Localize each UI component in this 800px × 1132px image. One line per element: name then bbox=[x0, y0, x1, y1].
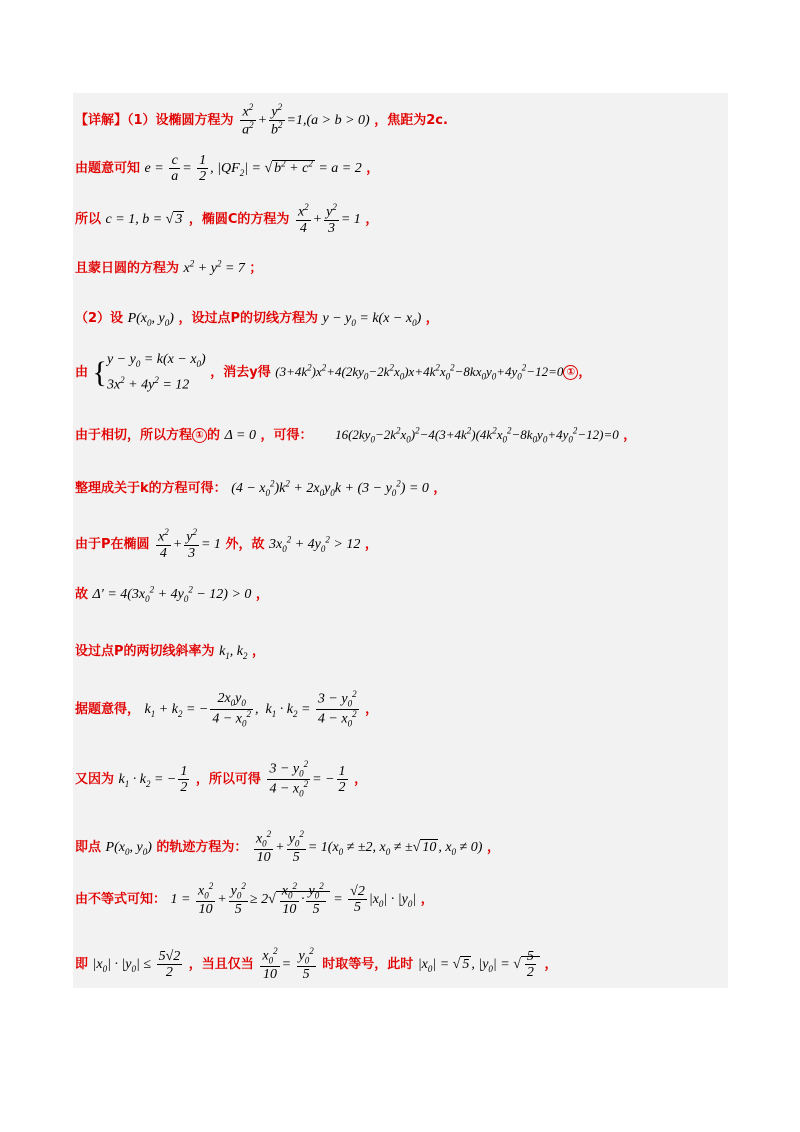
line-locus: 即点 $P(x_0$, $y_0$) 的轨迹方程为： $\frac{x_0^2}{10}$ + $\frac{y_0^2}{5}$ = $1(x_0 \ne \pm 2$, $x_0$ ≠ ±√ 10 , $x_0 \ne 0$) ， bbox=[75, 829, 500, 866]
line-monge-circle: 且蒙日圆的方程为 $x^2 + y^2 = 7$ ； bbox=[75, 258, 263, 276]
line-c-b-values: 所以 c = 1, b = √ 3 ，椭圆C的方程为 $\frac{x^2}{4}$ + $\frac{y^2}{3}$ = 1 ， bbox=[75, 202, 379, 237]
line-two-slopes: 设过点P的两切线斜率为 $k_1$, $k_2$ ， bbox=[75, 644, 266, 661]
line-point-outside: 由于P在椭圆 $\frac{x^2}{4}$ + $\frac{y^2}{3}$ = 1 外，故 $3x_0^2 + 4y_0^2 > 12$ ， bbox=[75, 527, 378, 562]
line-discriminant: 由于相切，所以方程 ① 的 Δ = 0 ，可得： $16(2ky_0-2k^2x_0)^2-4(3+4k^2)(4k^2x_0^2-8k_0y_0+4y_0^2-12)=0$ ， bbox=[75, 425, 637, 445]
line-product-condition: 又因为 $k_1 \cdot k_2$ = − $\frac{1}{2}$ ，所以可得 $\frac{3 - y_0^2}{4 - x_0^2}$ = − $\frac{1}{2}$ ， bbox=[75, 759, 368, 799]
line-discriminant-k: 故 $\Delta' = 4(3x_0^2 + 4y_0^2 - 12) > 0$ ， bbox=[75, 584, 269, 604]
line-vieta: 据题意得， $k_1 + k_2$ = − $\frac{2x_0y_0}{4 - x_0^2}$ , $k_1 \cdot k_2$ = $\frac{3 - y_0^2}{4 - x_0^2}$ ， bbox=[75, 689, 379, 729]
line-inequality: 由不等式可知： 1 = $\frac{x_0^2}{10}$ + $\frac{y_0^2}{5}$ ≥ 2√ $\frac{x_0^2}{10}$ · $\frac{y_0^2}{5}$ = $\frac{√2}{5}$ $|x_0| \cdot |y_0|$ ， bbox=[75, 881, 434, 918]
line-system-elimination: 由 {$y - y_0 = k(x - x_0)$ $3x^2 + 4y^2 = 12$ ，消去y得 $(3+4k^2)x^2+4(2ky_0-2k^2x_0)x+4k^2x_0^2-8kx_0y_0+4y_0^2-12=0$ ① ， bbox=[75, 352, 592, 393]
line-ellipse-equation: 【详解】（1）设椭圆方程为 $\frac{x^2}{a^2}$ + $\frac{y^2}{b^2}$ =1,(a > b > 0) ，焦距为2c. bbox=[75, 102, 448, 138]
line-k-equation: 整理成关于k的方程可得： $(4 - x_0^2)k^2 + 2x_0y_0k + (3 - y_0^2) = 0$ ， bbox=[75, 478, 447, 498]
line-equality-case: 即 $|x_0| \cdot |y_0|$ ≤ $\frac{5√2}{2}$ ，当且仅当 $\frac{x_0^2}{10}$ = $\frac{y_0^2}{5}$ 时取等号，此时 $|x_0|$ = √ 5 , $|y_0|$ = √ $\frac{5}{2}$ ， bbox=[75, 946, 558, 983]
line-eccentricity: 由题意可知 e = $\frac{c}{a}$ = $\frac{1}{2}$ , $|QF_2|$ = √ $b^2 + c^2 = a = 2$ ， bbox=[75, 153, 380, 185]
line-tangent-equation: （2）设 $P(x_0$, $y_0$) ，设过点P的切线方程为 $y - y_0 = k(x - x_0)$ ， bbox=[75, 311, 439, 328]
